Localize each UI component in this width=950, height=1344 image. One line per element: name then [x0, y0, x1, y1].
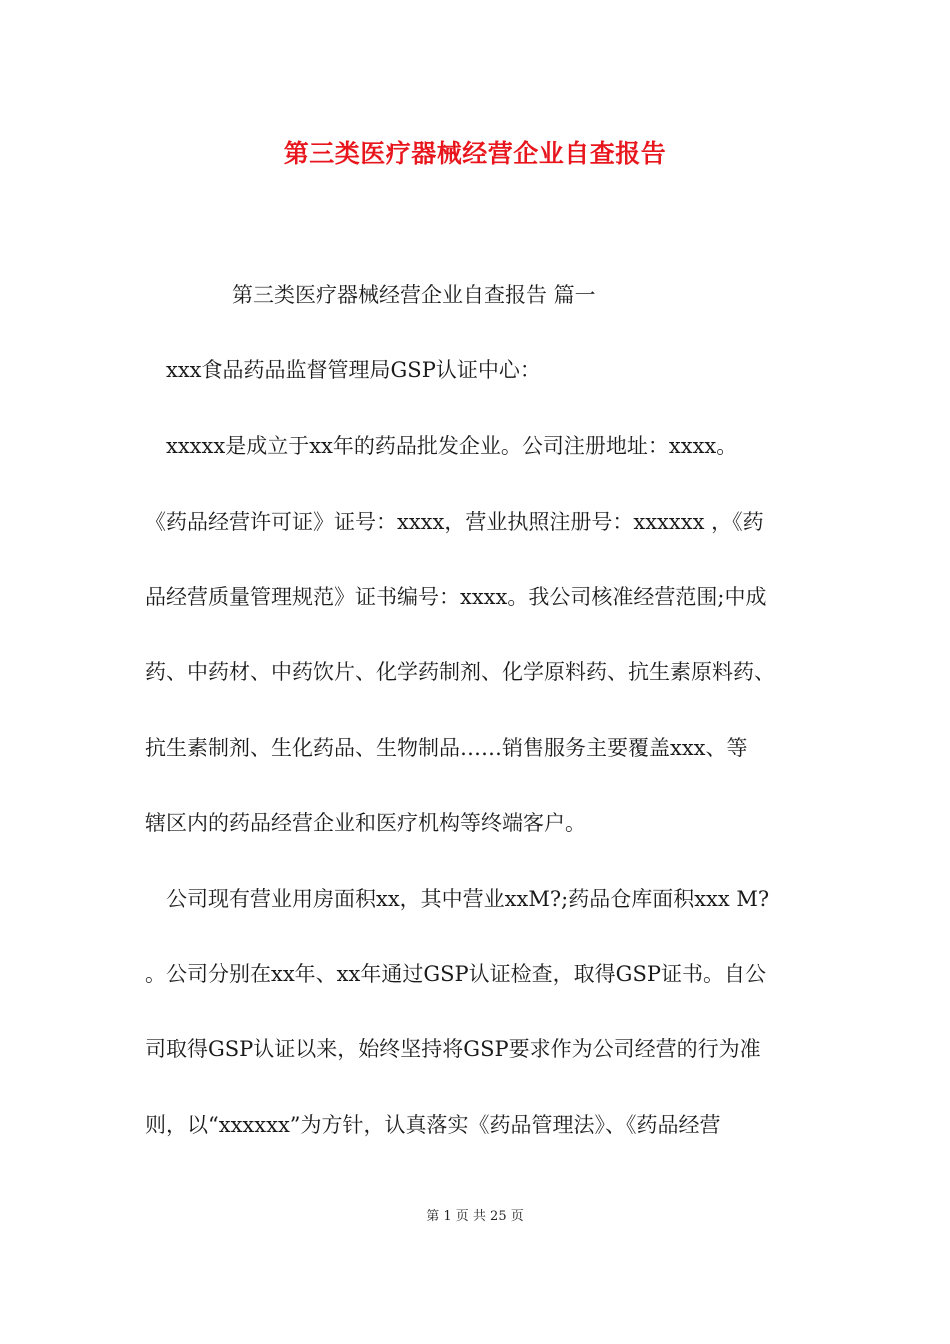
body-line: xxxxx是成立于xx年的药品批发企业。公司注册地址：xxxx。 [166, 434, 738, 458]
body-line: 《药品经营许可证》证号：xxxx，营业执照注册号：xxxxxx ，《药 [145, 510, 764, 534]
body-line: 品经营质量管理规范》证书编号：xxxx。我公司核准经营范围;中成 [145, 585, 767, 609]
body-line: 抗生素制剂、生化药品、生物制品……销售服务主要覆盖xxx、等 [145, 736, 748, 760]
salutation-line: xxx食品药品监督管理局GSP认证中心： [166, 358, 541, 382]
page-number-footer: 第 1 页 共 25 页 [426, 1209, 524, 1224]
body-line: 公司现有营业用房面积xx，其中营业xxM?;药品仓库面积xxx M? [166, 887, 770, 911]
body-line: 则，以“xxxxxx”为方针，认真落实《药品管理法》、《药品经营 [145, 1113, 721, 1137]
body-line: 辖区内的药品经营企业和医疗机构等终端客户。 [145, 811, 586, 835]
section-heading: 第三类医疗器械经营企业自查报告 篇一 [232, 283, 596, 307]
body-line: 药、中药材、中药饮片、化学药制剂、化学原料药、抗生素原料药、 [145, 660, 775, 684]
body-line: 司取得GSP认证以来，始终坚持将GSP要求作为公司经营的行为准 [145, 1037, 761, 1061]
document-title: 第三类医疗器械经营企业自查报告 [283, 139, 667, 168]
body-line: 。公司分别在xx年、xx年通过GSP认证检查，取得GSP证书。自公 [145, 962, 766, 986]
